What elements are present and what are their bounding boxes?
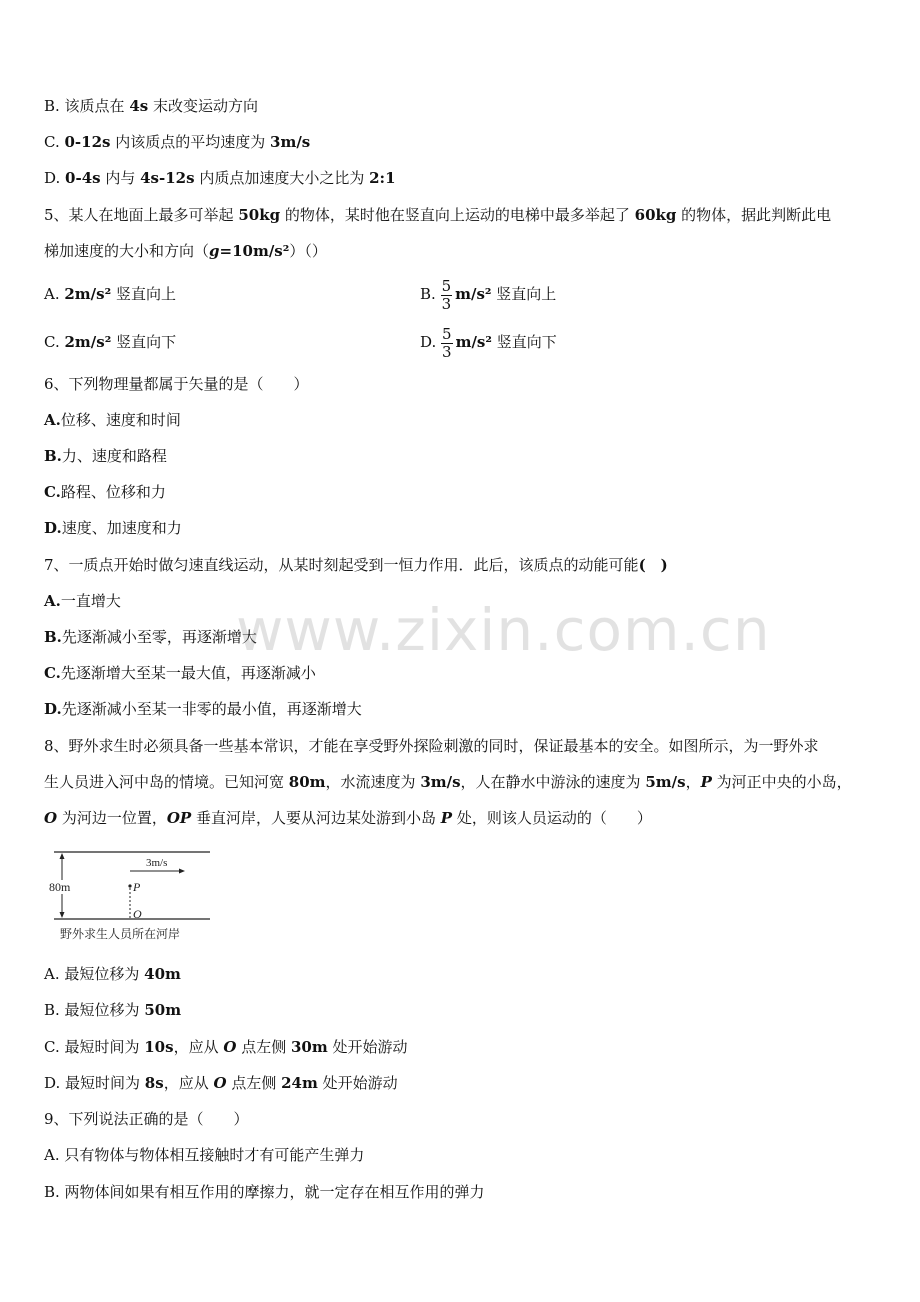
q7-option-b: B.先逐渐减小至零，再逐渐增大	[44, 628, 257, 646]
q7-option-c: C.先逐渐增大至某一最大值，再逐渐减小	[44, 664, 316, 682]
q7-option-a: A.一直增大	[44, 592, 121, 610]
q6-option-d: D.速度、加速度和力	[44, 519, 182, 537]
q5-option-b: B. $\frac{5}{3}$ m/s² 竖直向上	[420, 276, 557, 313]
q5-option-d: D. $\frac{5}{3}$ m/s² 竖直向下	[420, 324, 557, 361]
q8-option-c: C. 最短时间为 10s，应从 O 点左侧 30m 处开始游动	[44, 1038, 408, 1056]
q8-stem-line2: 生人员进入河中岛的情境。已知河宽 80m，水流速度为 3m/s，人在静水中游泳的速度为 5m/s，P 为河正中央的小岛，	[44, 773, 852, 791]
q4-option-c: C. 0-12s 内该质点的平均速度为 3m/s	[44, 133, 311, 151]
q6-option-a: A.位移、速度和时间	[44, 411, 181, 429]
q8-stem-line1: 8、野外求生时必须具备一些基本常识，才能在享受野外探险刺激的同时，保证最基本的安全。如图所示，为一野外求	[44, 737, 819, 755]
q5-stem-line2: 梯加速度的大小和方向（g=10m/s²）（）	[44, 242, 327, 260]
current-arrow-head	[179, 869, 185, 874]
q6-option-b: B.力、速度和路程	[44, 447, 167, 465]
q9-stem: 9、下列说法正确的是（ ）	[44, 1110, 249, 1128]
q9-option-a: A. 只有物体与物体相互接触时才有可能产生弹力	[44, 1146, 365, 1164]
q8-option-a: A. 最短位移为 40m	[44, 965, 181, 983]
point-o-label: O	[133, 907, 142, 921]
width-arrow-down	[60, 912, 65, 918]
island-p-label: P	[133, 880, 141, 894]
figure-caption: 野外求生人员所在河岸	[60, 927, 181, 941]
q9-option-b: B. 两物体间如果有相互作用的摩擦力，就一定存在相互作用的弹力	[44, 1183, 485, 1201]
river-figure	[44, 846, 214, 946]
width-arrow-up	[60, 853, 65, 859]
q6-stem: 6、下列物理量都属于矢量的是（ ）	[44, 375, 309, 393]
watermark: www.zixin.com.cn	[236, 596, 771, 664]
q8-option-d: D. 最短时间为 8s，应从 O 点左侧 24m 处开始游动	[44, 1074, 398, 1092]
q7-stem: 7、一质点开始时做匀速直线运动，从某时刻起受到一恒力作用．此后，该质点的动能可能( )	[44, 556, 668, 574]
q4-option-b: B. 该质点在 4s 末改变运动方向	[44, 97, 258, 115]
q4-option-d: D. 0-4s 内与 4s-12s 内质点加速度大小之比为 2:1	[44, 169, 396, 187]
fraction: $\frac{5}{3}$	[442, 324, 452, 361]
fraction: $\frac{5}{3}$	[441, 276, 452, 313]
q8-option-b: B. 最短位移为 50m	[44, 1001, 182, 1019]
q7-option-d: D.先逐渐减小至某一非零的最小值，再逐渐增大	[44, 700, 362, 718]
q5-stem-line1: 5、某人在地面上最多可举起 50kg 的物体，某时他在竖直向上运动的电梯中最多举起了 60kg 的物体，据此判断此电	[44, 206, 832, 224]
q8-stem-line3: O 为河边一位置，OP 垂直河岸，人要从河边某处游到小岛 P 处，则该人员运动的（ ）	[44, 809, 652, 827]
q5-option-a: A. 2m/s² 竖直向上	[44, 285, 176, 303]
width-label: 80m	[49, 880, 71, 894]
current-speed-label: 3m/s	[146, 857, 168, 869]
q6-option-c: C.路程、位移和力	[44, 483, 166, 501]
q5-option-c: C. 2m/s² 竖直向下	[44, 333, 177, 351]
island-p-point	[128, 884, 131, 887]
